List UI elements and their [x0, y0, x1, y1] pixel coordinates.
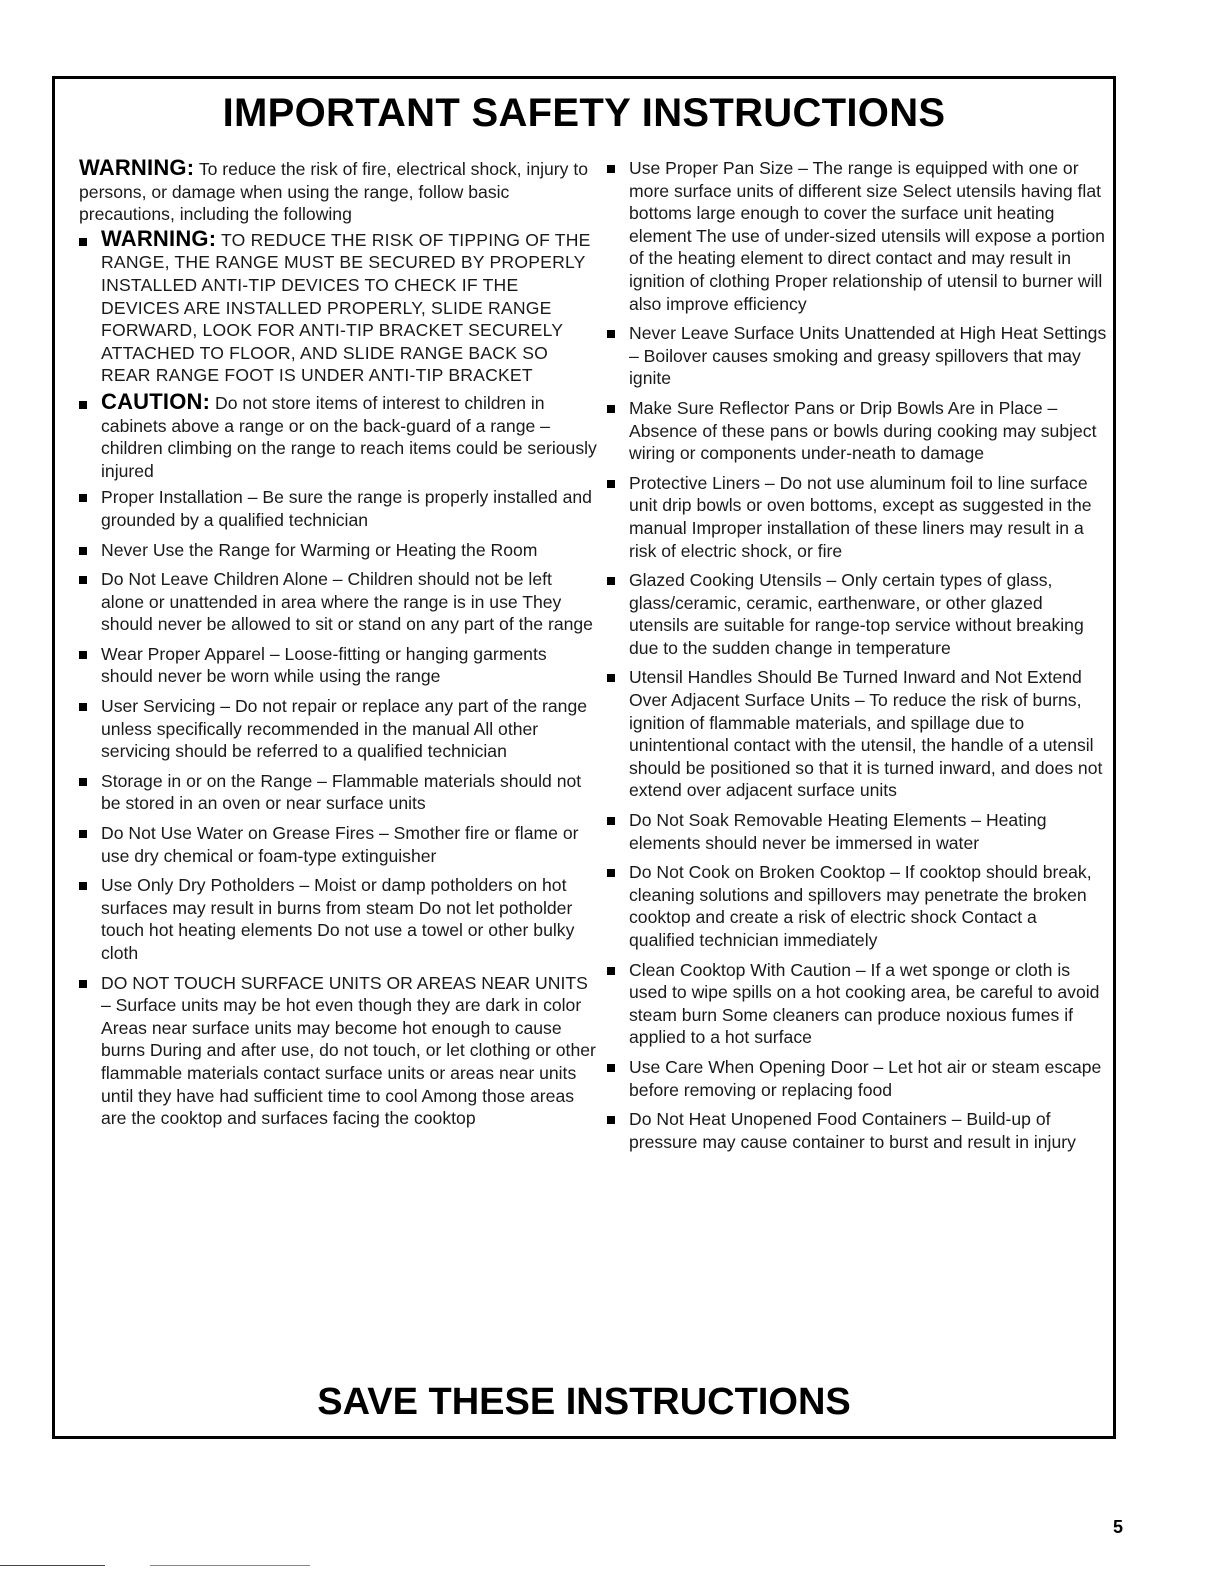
- item-keyword: WARNING:: [101, 225, 217, 251]
- item-text: Proper Installation – Be sure the range is properly installed and grounded by a qualified technician: [101, 487, 592, 530]
- bullet-icon: [79, 778, 87, 786]
- list-item: [79, 695, 599, 763]
- item-text: Do Not Cook on Broken Cooktop – If cooktop should break, cleaning solutions and spillovers may penetrate the broken cooktop and create a risk of electric shock Contact a qualified technician immediately: [629, 862, 1092, 950]
- item-text: Make Sure Reflector Pans or Drip Bowls Are in Place – Absence of these pans or bowls during cooking may subject wiring or components under-neath to damage: [629, 397, 1097, 464]
- list-item: [607, 959, 1107, 1049]
- item-keyword: CAUTION:: [101, 388, 211, 414]
- right-instruction-list: [607, 157, 1107, 1153]
- item-text: Never Leave Surface Units Unattended at High Heat Settings – Boilover causes smoking and greasy spillovers that may ignite: [629, 323, 1107, 389]
- bullet-icon: [607, 165, 615, 173]
- list-item: [607, 322, 1107, 390]
- item-text: Storage in or on the Range – Flammable materials should not be stored in an oven or near surface units: [101, 770, 582, 814]
- list-item: [79, 225, 599, 387]
- footer-title: SAVE THESE INSTRUCTIONS: [317, 1381, 851, 1423]
- list-item: [607, 472, 1107, 562]
- item-text: Never Use the Range for Warming or Heating the Room: [101, 539, 538, 560]
- intro-warning: [79, 157, 599, 226]
- list-item: [607, 569, 1107, 659]
- list-item: [79, 770, 599, 815]
- list-item: [79, 643, 599, 688]
- bullet-icon: [607, 674, 615, 682]
- list-item: [79, 822, 599, 867]
- list-item: [607, 666, 1107, 802]
- bullet-icon: [607, 1064, 615, 1072]
- item-text: Use Only Dry Potholders – Moist or damp potholders on hot surfaces may result in burns from steam Do not let potholder touch hot heating elements Do not use a towel or other bulky cloth: [101, 875, 575, 963]
- list-item: [79, 972, 599, 1130]
- bullet-icon: [79, 494, 87, 502]
- bullet-icon: [79, 547, 87, 555]
- item-text: DO NOT TOUCH SURFACE UNITS OR AREAS NEAR UNITS – Surface units may be hot even though they are dark in color Areas near surface units may become hot enough to cause burns During and after use, do not touch, or let clothing or other flammable materials contact surface units or areas near units until they have had sufficient time to cool Among those areas are the cooktop and surfaces facing the cooktop: [101, 972, 596, 1129]
- bullet-icon: [607, 577, 615, 585]
- list-item: [79, 388, 599, 482]
- item-text: TO REDUCE THE RISK OF TIPPING OF THE RANGE, THE RANGE MUST BE SECURED BY PROPERLY INSTALLED ANTI-TIP DEVICES TO CHECK IF THE DEVICES ARE INSTALLED PROPERLY, SLIDE RANGE FORWARD, LOOK FOR ANTI-TIP BRACKET SECURELY ATTACHED TO FLOOR, AND SLIDE RANGE BACK SO REAR RANGE FOOT IS UNDER ANTI-TIP BRACKET: [101, 229, 591, 386]
- list-item: [607, 157, 1107, 315]
- list-item: [607, 861, 1107, 951]
- right-column: [607, 157, 1107, 1160]
- intro-warning-keyword: WARNING:: [79, 155, 195, 180]
- list-item: [607, 1056, 1107, 1101]
- bullet-icon: [79, 401, 87, 409]
- item-text: Glazed Cooking Utensils – Only certain types of glass, glass/ceramic, ceramic, earthenware, or other glazed utensils are suitable for range-top service without breaking due to the sudden change in temperature: [629, 570, 1084, 658]
- bullet-icon: [607, 1116, 615, 1124]
- bullet-icon: [79, 703, 87, 711]
- list-item: [607, 809, 1107, 854]
- bullet-icon: [79, 576, 87, 584]
- item-text: User Servicing – Do not repair or replace any part of the range unless specifically recommended in the manual All other servicing should be referred to a qualified technician: [101, 696, 588, 762]
- bullet-icon: [79, 882, 87, 890]
- item-text: Protective Liners – Do not use aluminum foil to line surface unit drip bowls or oven bottoms, except as suggested in the manual Improper installation of these liners may result in a risk of electric shock, or fire: [629, 472, 1092, 561]
- bullet-icon: [607, 330, 615, 338]
- item-text: Utensil Handles Should Be Turned Inward and Not Extend Over Adjacent Surface Units – To reduce the risk of burns, ignition of flammable materials, and spillage due to unintentional contact with the utensil, the handle of a utensil should be positioned so that it is turned inward, and does not extend over adjacent surface units: [629, 667, 1103, 801]
- item-text: Wear Proper Apparel – Loose-fitting or hanging garments should never be worn while using the range: [101, 643, 547, 687]
- list-item: [607, 1108, 1107, 1153]
- left-instruction-list: [79, 225, 599, 1130]
- list-item: [79, 486, 599, 531]
- item-text: Do Not Soak Removable Heating Elements – Heating elements should never be immersed in water: [629, 810, 1047, 853]
- list-item: [79, 568, 599, 636]
- item-text: Use Proper Pan Size – The range is equipped with one or more surface units of different size Select utensils having flat bottoms large enough to cover the surface unit heating element The use of under-sized utensils will expose a portion of the heating element to direct contact and may result in ignition of clothing Proper relationship of utensil to burner will also improve efficiency: [629, 158, 1105, 314]
- bullet-icon: [607, 869, 615, 877]
- bullet-icon: [607, 405, 615, 413]
- bullet-icon: [79, 980, 87, 988]
- item-text: Do Not Heat Unopened Food Containers – Build-up of pressure may cause container to burst and result in injury: [629, 1109, 1076, 1152]
- bullet-icon: [607, 480, 615, 488]
- list-item: [79, 539, 599, 562]
- footer-rule-left: [0, 1565, 105, 1566]
- item-text: Clean Cooktop With Caution – If a wet sponge or cloth is used to wipe spills on a hot cooking area, be careful to avoid steam burn Some cleaners can produce noxious fumes if applied to a hot surface: [629, 959, 1100, 1048]
- footer-rule-right: [150, 1565, 310, 1566]
- item-text: Use Care When Opening Door – Let hot air or steam escape before removing or replacing food: [629, 1056, 1102, 1100]
- intro-warning-text: To reduce the risk of fire, electrical shock, injury to persons, or damage when using the range, follow basic precautions, including the following: [79, 159, 589, 225]
- page-number: 5: [1113, 1517, 1124, 1537]
- left-column: [79, 157, 599, 1137]
- bullet-icon: [79, 651, 87, 659]
- list-item: [79, 874, 599, 964]
- bullet-icon: [607, 817, 615, 825]
- bullet-icon: [79, 238, 87, 246]
- item-text: Do Not Leave Children Alone – Children should not be left alone or unattended in area where the range is in use They should never be allowed to sit or stand on any part of the range: [101, 569, 593, 635]
- item-text: Do not store items of interest to children in cabinets above a range or on the back-guard of a range – children climbing on the range to reach items could be seriously injured: [101, 392, 597, 481]
- bullet-icon: [79, 830, 87, 838]
- list-item: [607, 397, 1107, 465]
- item-text: Do Not Use Water on Grease Fires – Smother fire or flame or use dry chemical or foam-type extinguisher: [101, 823, 579, 866]
- page-title: IMPORTANT SAFETY INSTRUCTIONS: [222, 91, 946, 135]
- bullet-icon: [607, 967, 615, 975]
- safety-box: [52, 76, 1116, 1439]
